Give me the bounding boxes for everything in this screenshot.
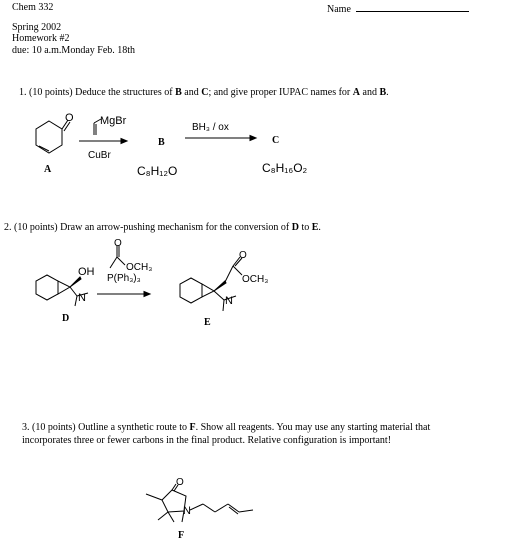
ester-och3-label: OCH₃ [242, 274, 269, 285]
course-title: Chem 332 [12, 2, 54, 13]
hydroxyl-label: OH [78, 266, 95, 278]
question-3-prompt-line2: incorporates three or fewer carbons in the final product. Relative configuration is important! [22, 435, 392, 446]
term: Spring 2002 [12, 22, 62, 33]
label-c: C [272, 135, 280, 146]
name-label: Name [327, 4, 351, 15]
compound-a-structure [36, 120, 70, 153]
question-3-prompt-line1: 3. (10 points) Outline a synthetic route to F. Show all reagents. You may use any starting material that [22, 422, 431, 433]
ester-o-label: O [239, 250, 247, 261]
ylide-o-label: O [114, 238, 122, 249]
label-e: E [204, 317, 211, 328]
formula-b: C₈H₁₂O [137, 164, 178, 178]
amine-n-label-d: N [78, 292, 86, 304]
reagent-mgbr: MgBr [100, 115, 127, 127]
carbonyl-o-label: O [65, 112, 74, 124]
due-date: due: 10 a.m.Monday Feb. 18th [12, 45, 136, 56]
amine-n-label-e: N [225, 295, 233, 307]
arrowhead-1 [121, 139, 127, 144]
arrowhead-3 [144, 292, 150, 297]
label-b: B [158, 137, 165, 148]
ylide-phosphorus-label: P(Ph₃)₃ [107, 273, 141, 284]
formula-c: C₈H₁₆O₂ [262, 161, 308, 175]
reagent-bh3-ox: BH₃ / ox [192, 122, 229, 133]
label-d: D [62, 313, 70, 324]
ylide-structure [110, 246, 125, 268]
lactam-n-label: N [183, 505, 191, 517]
homework-number: Homework #2 [12, 33, 70, 44]
question-1-prompt: 1. (10 points) Deduce the structures of B and C; and give proper IUPAC names for A and B. [19, 87, 389, 98]
question-2-prompt: 2. (10 points) Draw an arrow-pushing mechanism for the conversion of D to E. [4, 222, 321, 233]
label-a: A [44, 164, 52, 175]
arrowhead-2 [250, 136, 256, 141]
compound-f-structure [146, 484, 253, 522]
reagent-cubr: CuBr [88, 150, 111, 161]
label-f: F [178, 530, 185, 541]
lactam-o-label: O [176, 477, 184, 488]
ylide-och3-label: OCH₃ [126, 262, 153, 273]
